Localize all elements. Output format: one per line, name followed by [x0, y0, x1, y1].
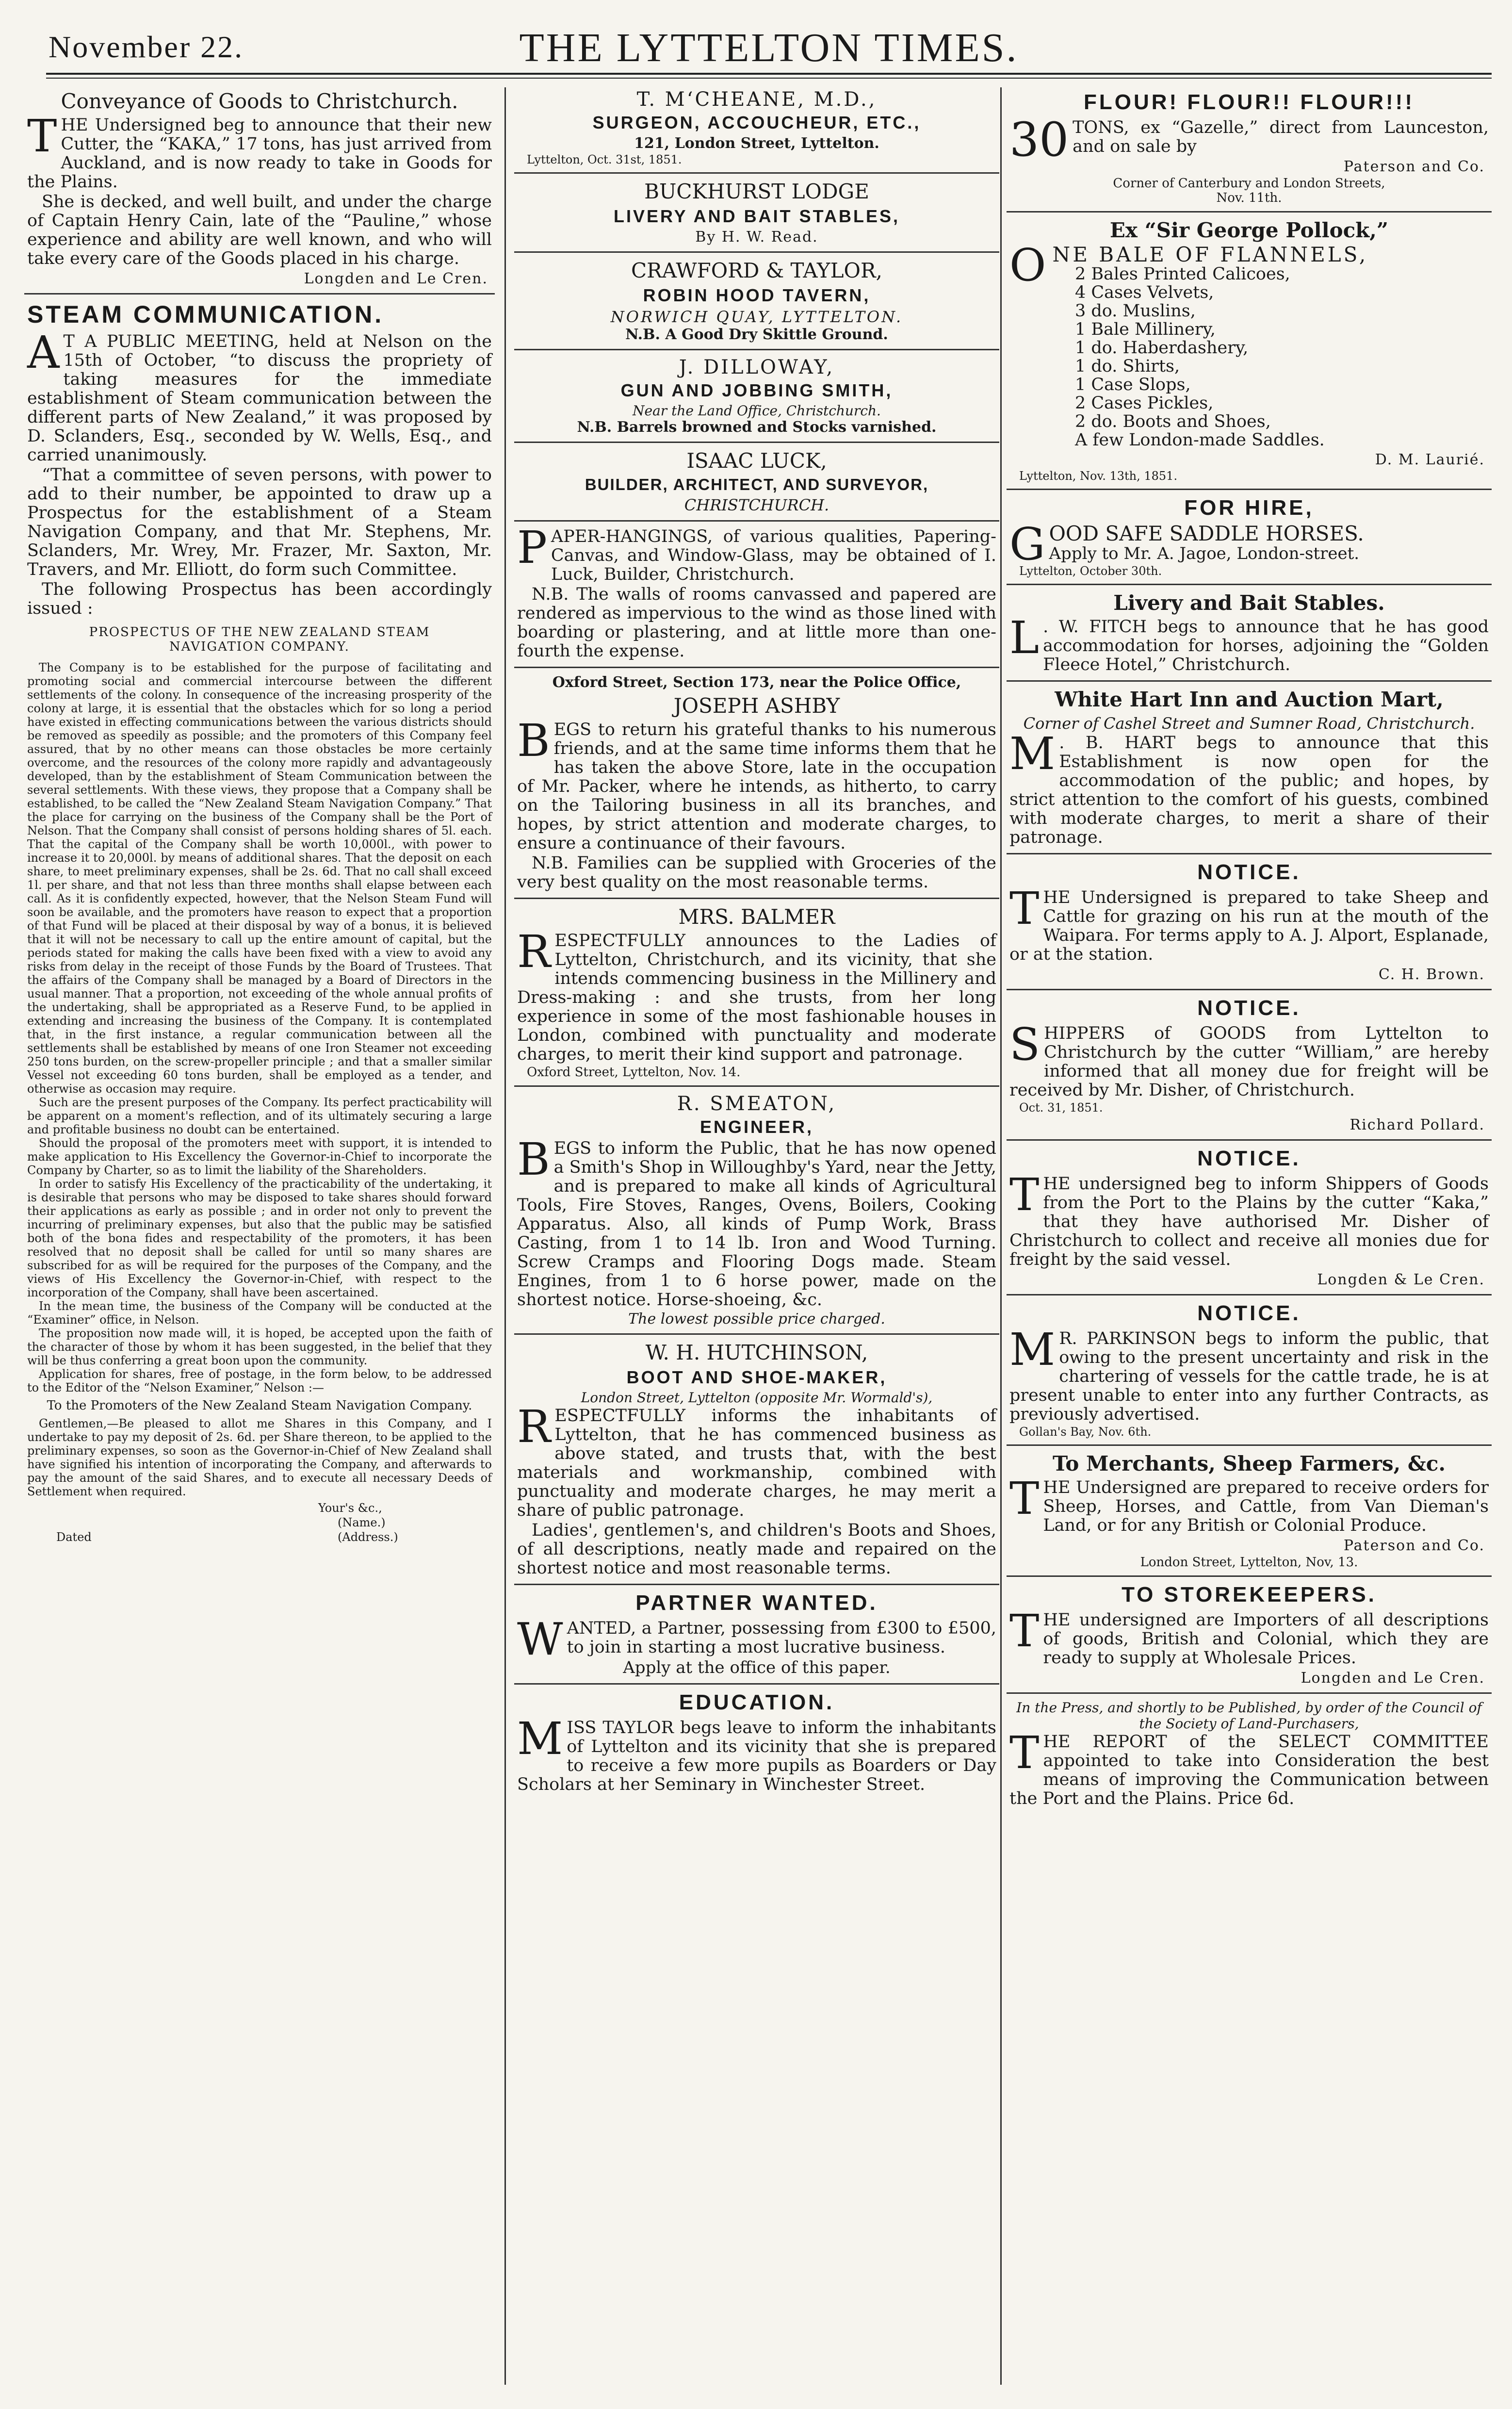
- ad-body: HE Undersigned beg to announce that their new Cutter, the “KAKA,” 17 tons, has just arrived from Auckland, and is now ready to take in Goods for the Plains.: [27, 115, 492, 192]
- ad-conveyance: [24, 89, 495, 287]
- ad-body: ESPECTFULLY announces to the Ladies of Lyttelton, Christchurch, and its vicinity, that she intends commencing business in the Millinery and Dress-making : and she trusts, from her long experience in some of the most fashionable houses in London, combined with punctuality and moderate charges, to merit their kind support and patronage.: [517, 931, 996, 1064]
- signature: Richard Pollard.: [1349, 1116, 1485, 1133]
- ad-note: N.B. The walls of rooms canvassed and papered are rendered as impervious to the wind as those lined with boarding or plastering, and at little more than one-fourth the expense.: [517, 585, 996, 661]
- ad-body: . W. FITCH begs to announce that he has good accommodation for horses, adjoining the “Golden Fleece Hotel,” Christchurch.: [1043, 617, 1489, 674]
- drop-cap: S: [1009, 1018, 1041, 1070]
- ad-title: ROBIN HOOD TAVERN,: [643, 285, 871, 305]
- form-dated: Dated: [56, 1530, 92, 1544]
- drop-cap: T: [1009, 1727, 1040, 1779]
- ad-date: Oxford Street, Lyttelton, Nov. 14.: [527, 1065, 741, 1080]
- ad-body: ESPECTFULLY informs the inhabitants of Lyttelton, that he has commenced business as above stated, and trusts that, with the best materials and workmanship, combined with punctuality and moderate charges, he may merit a share of public patronage.: [517, 1406, 996, 1520]
- drop-cap: M: [517, 1713, 563, 1765]
- list-item: 1 do. Haberdashery,: [1075, 338, 1249, 358]
- ad-hutchinson: [514, 1341, 999, 1578]
- ad-body: The following Prospectus has been accordingly issued :: [27, 580, 492, 618]
- ad-ashby: [514, 674, 999, 892]
- ad-title: SURGEON, ACCOUCHEUR, ETC.,: [592, 113, 921, 132]
- ad-for-hire: [1007, 496, 1492, 578]
- list-item: 1 do. Shirts,: [1075, 357, 1180, 376]
- ad-heading: FOR HIRE,: [1184, 496, 1314, 520]
- prospectus-para: Application for shares, free of postage, in the form below, to be addressed to the Editor of the “Nelson Examiner,” Nelson :—: [27, 1367, 492, 1394]
- ad-address: Corner of Canterbury and London Streets,: [1113, 176, 1385, 191]
- ad-note: N.B. Families can be supplied with Groceries of the very best quality on the most reasonable terms.: [517, 853, 996, 892]
- ad-location: Oxford Street, Section 173, near the Police Office,: [552, 674, 961, 691]
- form-address-line: (Address.): [338, 1530, 398, 1544]
- drop-cap: T: [1009, 883, 1040, 934]
- ad-by: By H. W. Read.: [695, 229, 818, 246]
- ad-name: CRAWFORD & TAYLOR,: [631, 259, 882, 282]
- drop-cap: O: [1009, 239, 1049, 291]
- ad-partner: [514, 1591, 999, 1677]
- ad-intro: In the Press, and shortly to be Published, by order of the Council of the Society of Land-Purchasers,: [1016, 1700, 1482, 1732]
- list-item: 1 Bale Millinery,: [1075, 320, 1216, 339]
- ad-white-hart: [1007, 688, 1492, 847]
- ad-address: London Street, Lyttelton (opposite Mr. Wormald's),: [581, 1390, 933, 1406]
- prospectus-para: The Company is to be established for the purpose of facilitating and promoting social and commercial intercourse between the different settlements of the colony. In consequence of the increasing prosperity of the colony at large, it is essential that the obstacles which for so long a period have existed in effecting communications between the various districts should be removed as speedily as possible; and the promoters of this Company feel assured, that by no other means can those obstacles be more certainly overcome, and the resources of the colony more rapidly and advantageously developed, than by the establishment of Steam Communication between the several settlements. With these views, they propose that a Company shall be established, to be called the “New Zealand Steam Navigation Company.” That the place for carrying on the business of the Company shall be the Port of Nelson. That the Company shall consist of persons holding shares of 5l. each. That the capital of the Company shall be worth 10,000l., with power to increase it to 20,000l. by means of additional shares. That the deposit on each share, to meet preliminary expenses, shall be 2s. 6d. That no call shall exceed 1l. per share, and that not less than three months shall elapse between each call. As it is confidently expected, however, that the Nelson Steam Fund will soon be available, and the promoters have reason to expect that a proportion of that Fund will be placed at their disposal by way of a bonus, it is believed that it will not be necessary to call up the entire amount of capital, but the periods stated for making the calls have been fixed with a view to avoid any risks from delay in the receipt of those Funds by the Board of Trustees. That the affairs of the Company shall be managed by a Board of Directors in the usual manner. That a proportion, not exceeding of the whole annual profits of the undertaking, shall be appropriated as a Reserve Fund, to be applied in extending and increasing the business of the Company. It is contemplated that, in the first instance, a regular communication between all the settlements shall be established by means of one Iron Steamer not exceeding 250 tons burden, on the screw-propeller principle ; and that a smaller similar Vessel not exceeding 60 tons burden, shall be employed as a tender, and otherwise as occasion may require.: [27, 661, 492, 1096]
- ad-body: NE BALE OF FLANNELS,: [1052, 243, 1368, 266]
- prospectus-para: The proposition now made will, it is hoped, be accepted upon the faith of the character of those by whom it has been suggested, in the belief that they will be thus conferring a great boon upon the community.: [27, 1327, 492, 1367]
- ad-education: [514, 1690, 999, 1794]
- ad-name: MRS. BALMER: [678, 905, 835, 929]
- ad-title: GUN AND JOBBING SMITH,: [620, 380, 893, 400]
- ad-crawford: [514, 259, 999, 343]
- ad-address: Corner of Cashel Street and Sumner Road, Christchurch.: [1023, 714, 1475, 733]
- signature: Paterson and Co.: [1343, 1537, 1485, 1554]
- ad-date: Nov. 11th.: [1216, 191, 1282, 205]
- ad-body: EGS to return his grateful thanks to his numerous friends, and at the same time informs them that he has taken the above Store, late in the occupation of Mr. Packer, where he intends, as hitherto, to carry on the Tailoring business in all its branches, and hopes, by strict attention and moderate charges, to ensure a continuance of their favours.: [517, 720, 996, 853]
- drop-cap: M: [1009, 728, 1056, 780]
- ad-heading: NOTICE.: [1197, 996, 1301, 1020]
- ad-notice-brown: [1007, 860, 1492, 983]
- ad-name: ISAAC LUCK,: [686, 449, 827, 473]
- ad-heading: STEAM COMMUNICATION.: [27, 301, 384, 328]
- ad-body: She is decked, and well built, and under the charge of Captain Henry Cain, late of the “Pauline,” whose experience and ability are well known, and who will take every care of the Goods placed in his charge.: [27, 192, 492, 268]
- ad-body: HIPPERS of GOODS from Lyttelton to Christchurch by the cutter “William,” are hereby informed that all money due for freight will be received by Mr. Disher, of Christchurch.: [1009, 1024, 1489, 1100]
- drop-cap: T: [27, 110, 57, 162]
- ad-tagline: The lowest possible price charged.: [628, 1311, 885, 1327]
- column-1: [24, 86, 495, 2386]
- ad-name: BUCKHURST LODGE: [644, 180, 869, 203]
- ad-date: Oct. 31, 1851.: [1019, 1101, 1103, 1114]
- ad-title: ENGINEER,: [699, 1117, 814, 1137]
- ad-heading: NOTICE.: [1197, 860, 1301, 884]
- list-item: A few London-made Saddles.: [1075, 430, 1325, 450]
- ad-address: NORWICH QUAY, LYTTELTON.: [610, 308, 903, 326]
- list-item: 3 do. Muslins,: [1075, 301, 1196, 321]
- ad-address: CHRISTCHURCH.: [684, 496, 829, 514]
- drop-cap: T: [1009, 1605, 1040, 1657]
- ad-title: LIVERY AND BAIT STABLES,: [613, 206, 900, 226]
- list-item: 4 Cases Velvets,: [1075, 283, 1214, 302]
- ad-heading: EDUCATION.: [679, 1690, 835, 1714]
- signature: Paterson and Co.: [1343, 158, 1485, 175]
- ad-title: BUILDER, ARCHITECT, AND SURVEYOR,: [585, 475, 929, 493]
- prospectus-para: Such are the present purposes of the Company. Its perfect practicability will be apparent on a moment's reflection, and of its ultimately securing a large and profitable business no doubt can be entertained.: [27, 1096, 492, 1136]
- ad-notice-parkinson: [1007, 1301, 1492, 1439]
- newspaper-title: THE LYTTELTON TIMES.: [519, 25, 1019, 70]
- prospectus-heading: PROSPECTUS OF THE NEW ZEALAND STEAM NAVIGATION COMPANY.: [89, 625, 430, 654]
- ad-body: APER-HANGINGS, of various qualities, Papering-Canvas, and Window-Glass, may be obtained of I. Luck, Builder, Christchurch.: [551, 527, 996, 584]
- ad-body: HE undersigned beg to inform Shippers of Goods from the Port to the Plains by the cutter “Kaka,” that they have authorised Mr. Disher of Christchurch to collect and receive all monies due for freight by the said vessel.: [1009, 1174, 1489, 1269]
- ad-heading: TO STOREKEEPERS.: [1122, 1583, 1377, 1606]
- ad-heading: Conveyance of Goods to Christchurch.: [61, 89, 458, 113]
- drop-cap: M: [1009, 1324, 1056, 1376]
- signature: C. H. Brown.: [1378, 966, 1485, 983]
- ad-address: 121, London Street, Lyttelton.: [634, 135, 879, 152]
- ad-luck: [514, 449, 999, 514]
- list-item: 2 Cases Pickles,: [1075, 393, 1214, 413]
- drop-cap: T: [1009, 1473, 1040, 1524]
- ad-body: . B. HART begs to announce that this Establishment is now open for the accommodation of the public; and hopes, by strict attention to the comfort of his guests, combined with moderate charges, to merit a share of their patronage.: [1009, 733, 1489, 847]
- drop-cap: R: [517, 1401, 551, 1453]
- form-yours: Your's &c.,: [318, 1501, 382, 1515]
- ad-buckhurst: [514, 180, 999, 246]
- form-body: Gentlemen,—Be pleased to allot me Shares in this Company, and I undertake to pay my deposit of 2s. 6d. per Share thereon, to be applied to the preliminary expenses, so soon as the Governor-in-Chief of New Zealand shall have signified his intention of incorporating the Company, and afterwards to pay the amount of the said Shares, and to execute all necessary Deeds of Settlement when required.: [27, 1417, 492, 1498]
- drop-cap: T: [1009, 1169, 1040, 1221]
- ad-body: ANTED, a Partner, possessing from £300 to £500, to join in starting a most lucrative business.: [567, 1619, 996, 1657]
- drop-cap: A: [27, 327, 60, 378]
- big-number: 30: [1009, 113, 1069, 167]
- ad-body: HE undersigned are Importers of all descriptions of goods, British and Colonial, which they are ready to supply at Wholesale Prices.: [1043, 1610, 1489, 1668]
- ad-heading: PARTNER WANTED.: [635, 1591, 878, 1615]
- signature: Longden and Le Cren.: [304, 270, 488, 287]
- ad-body: TONS, ex “Gazelle,” direct from Launceston, and on sale by: [1073, 118, 1489, 156]
- prospectus-para: In order to satisfy His Excellency of the practicability of the undertaking, it is desirable that persons who may be disposed to take shares should forward their applications as early as possible ; and in order not only to prevent the incurring of preliminary expenses, but also that the public may be satisfied both of the bona fides and respectability of the promoters, it has been resolved that no deposit shall be called for until so many shares are subscribed for as will be required for the purposes of the Company, and the views of His Excellency the Governor-in-Chief, with respect to the incorporation of the Company, shall have been ascertained.: [27, 1177, 492, 1299]
- ad-heading: Ex “Sir George Pollock,”: [1109, 218, 1389, 242]
- ad-date: Lyttelton, October 30th.: [1019, 564, 1162, 578]
- ad-date: London Street, Lyttelton, Nov, 13.: [1140, 1555, 1358, 1570]
- list-item: 2 Bales Printed Calicoes,: [1075, 264, 1290, 284]
- ad-pollock: [1007, 218, 1492, 483]
- ad-name: W. H. HUTCHINSON,: [645, 1341, 868, 1364]
- ad-heading: NOTICE.: [1197, 1147, 1301, 1170]
- issue-date: November 22.: [49, 30, 244, 64]
- ad-name: T. M‘CHEANE, M.D.,: [636, 88, 877, 111]
- ad-storekeepers: [1007, 1583, 1492, 1687]
- ad-merchants: [1007, 1452, 1492, 1570]
- ad-mcheane: [514, 88, 999, 166]
- signature: D. M. Laurié.: [1375, 451, 1485, 468]
- ad-apply: Apply at the office of this paper.: [623, 1658, 891, 1677]
- ad-heading: NOTICE.: [1197, 1301, 1301, 1325]
- prospectus-para: In the mean time, the business of the Company will be conducted at the “Examiner” office, in Nelson.: [27, 1299, 492, 1327]
- ad-date: Lyttelton, Nov. 13th, 1851.: [1019, 469, 1178, 483]
- ad-body: HE REPORT of the SELECT COMMITTEE appointed to take into Consideration the best means of improving the Communication between the Port and the Plains. Price 6d.: [1009, 1732, 1489, 1808]
- ad-body: R. PARKINSON begs to inform the public, that owing to the present uncertainty and risk in the chartering of vessels for the cattle trade, he is at present unable to enter into any further Contracts, as previously advertised.: [1009, 1329, 1489, 1424]
- list-item: 1 Case Slops,: [1075, 375, 1191, 394]
- ad-heading: Livery and Bait Stables.: [1113, 591, 1385, 615]
- ad-paper-hangings: [514, 522, 999, 661]
- ad-title: BOOT AND SHOE-MAKER,: [626, 1367, 887, 1387]
- drop-cap: P: [517, 522, 547, 574]
- ad-body: Ladies', gentlemen's, and children's Boots and Shoes, of all descriptions, neatly made and repaired on the shortest notice and most reasonable terms.: [517, 1521, 996, 1578]
- ad-name: JOSEPH ASHBY: [673, 694, 840, 718]
- form-name: (Name.): [338, 1516, 386, 1529]
- ad-balmer: [514, 905, 999, 1080]
- drop-cap: R: [517, 926, 551, 978]
- drop-cap: W: [517, 1613, 563, 1665]
- ad-body: EGS to inform the Public, that he has now opened a Smith's Shop in Willoughby's Yard, near the Jetty, and is prepared to make all kinds of Agricultural Tools, Fire Stoves, Ranges, Ovens, Boilers, Cooking Apparatus. Also, all kinds of Pump Work, Brass Casting, from 1 to 14 lb. Iron and Wood Turning. Screw Cramps and Flooring Dogs made. Steam Engines, from 1 to 6 horse power, made on the shortest notice. Horse-shoeing, &c.: [517, 1139, 996, 1310]
- column-divider: [504, 87, 506, 2385]
- ad-report: [1007, 1700, 1492, 1808]
- ad-body: HE Undersigned is prepared to take Sheep and Cattle for grazing on his run at the mouth of the Waipara. For terms apply to A. J. Alport, Esplanade, or at the station.: [1009, 888, 1489, 964]
- list-item: 2 do. Boots and Shoes,: [1075, 412, 1271, 431]
- ad-body: T A PUBLIC MEETING, held at Nelson on the 15th of October, “to discuss the propriety of taking measures for the immediate establishment of Steam communication between the different parts of New Zealand,” it was proposed by D. Sclanders, Esq., seconded by W. Wells, Esq., and carried unanimously.: [27, 332, 492, 465]
- drop-cap: B: [517, 1133, 550, 1185]
- signature: Longden & Le Cren.: [1317, 1271, 1485, 1288]
- column-divider: [1000, 87, 1002, 2385]
- masthead: [49, 19, 1489, 73]
- drop-cap: G: [1009, 518, 1045, 570]
- ad-notice-longden: [1007, 1147, 1492, 1288]
- ad-heading: FLOUR! FLOUR!! FLOUR!!!: [1084, 90, 1414, 114]
- ad-apply: Apply to Mr. A. Jagoe, London-street.: [1049, 544, 1360, 563]
- ad-dilloway: [514, 356, 999, 436]
- ad-body: HE Undersigned are prepared to receive orders for Sheep, Horses, and Cattle, from Van Dieman's Land, or for any British or Colonial Produce.: [1043, 1478, 1489, 1535]
- signature: Longden and Le Cren.: [1301, 1670, 1485, 1687]
- ad-notice-pollard: [1007, 996, 1492, 1133]
- ad-body: ISS TAYLOR begs leave to inform the inhabitants of Lyttelton and its vicinity that she is prepared to receive a few more pupils as Boarders or Day Scholars at her Seminary in Winchester Street.: [517, 1718, 996, 1794]
- masthead-rule: [46, 73, 1492, 75]
- ad-note: N.B. A Good Dry Skittle Ground.: [625, 326, 888, 343]
- drop-cap: B: [517, 715, 550, 767]
- ad-heading: To Merchants, Sheep Farmers, &c.: [1052, 1452, 1446, 1475]
- column-3: [1007, 86, 1492, 2386]
- drop-cap: L: [1009, 612, 1040, 664]
- ad-smeaton: [514, 1093, 999, 1327]
- ad-steam: [24, 300, 495, 1557]
- ad-livery: [1007, 591, 1492, 674]
- ad-date: Gollan's Bay, Nov. 6th.: [1019, 1425, 1152, 1439]
- ad-name: J. DILLOWAY,: [679, 356, 835, 378]
- ad-flour: [1007, 90, 1492, 205]
- resolution-quote: “That a committee of seven persons, with power to add to their number, be appointed to draw up a Prospectus for the establishment of a Steam Navigation Company, and that Mr. Stephens, Mr. Sclanders, Mr. Wrey, Mr. Frazer, Mr. Saxton, Mr. Travers, and Mr. Elliott, do form such Committee.: [27, 465, 492, 579]
- masthead-rule-thin: [46, 78, 1492, 79]
- prospectus-para: Should the proposal of the promoters meet with support, it is intended to make application to His Excellency the Governor-in-Chief to incorporate the Company by Charter, so as to limit the liability of the Shareholders.: [27, 1136, 492, 1177]
- ad-date: Lyttelton, Oct. 31st, 1851.: [527, 153, 682, 166]
- form-address: To the Promoters of the New Zealand Steam Navigation Company.: [47, 1398, 472, 1413]
- ad-name: R. SMEATON,: [677, 1093, 837, 1115]
- ad-heading: White Hart Inn and Auction Mart,: [1055, 688, 1444, 711]
- ad-note: N.B. Barrels browned and Stocks varnished.: [577, 419, 937, 436]
- ad-address: Near the Land Office, Christchurch.: [633, 403, 881, 419]
- ad-body: OOD SAFE SADDLE HORSES.: [1049, 522, 1364, 545]
- column-2: [514, 86, 999, 2386]
- goods-list: [1075, 265, 1489, 449]
